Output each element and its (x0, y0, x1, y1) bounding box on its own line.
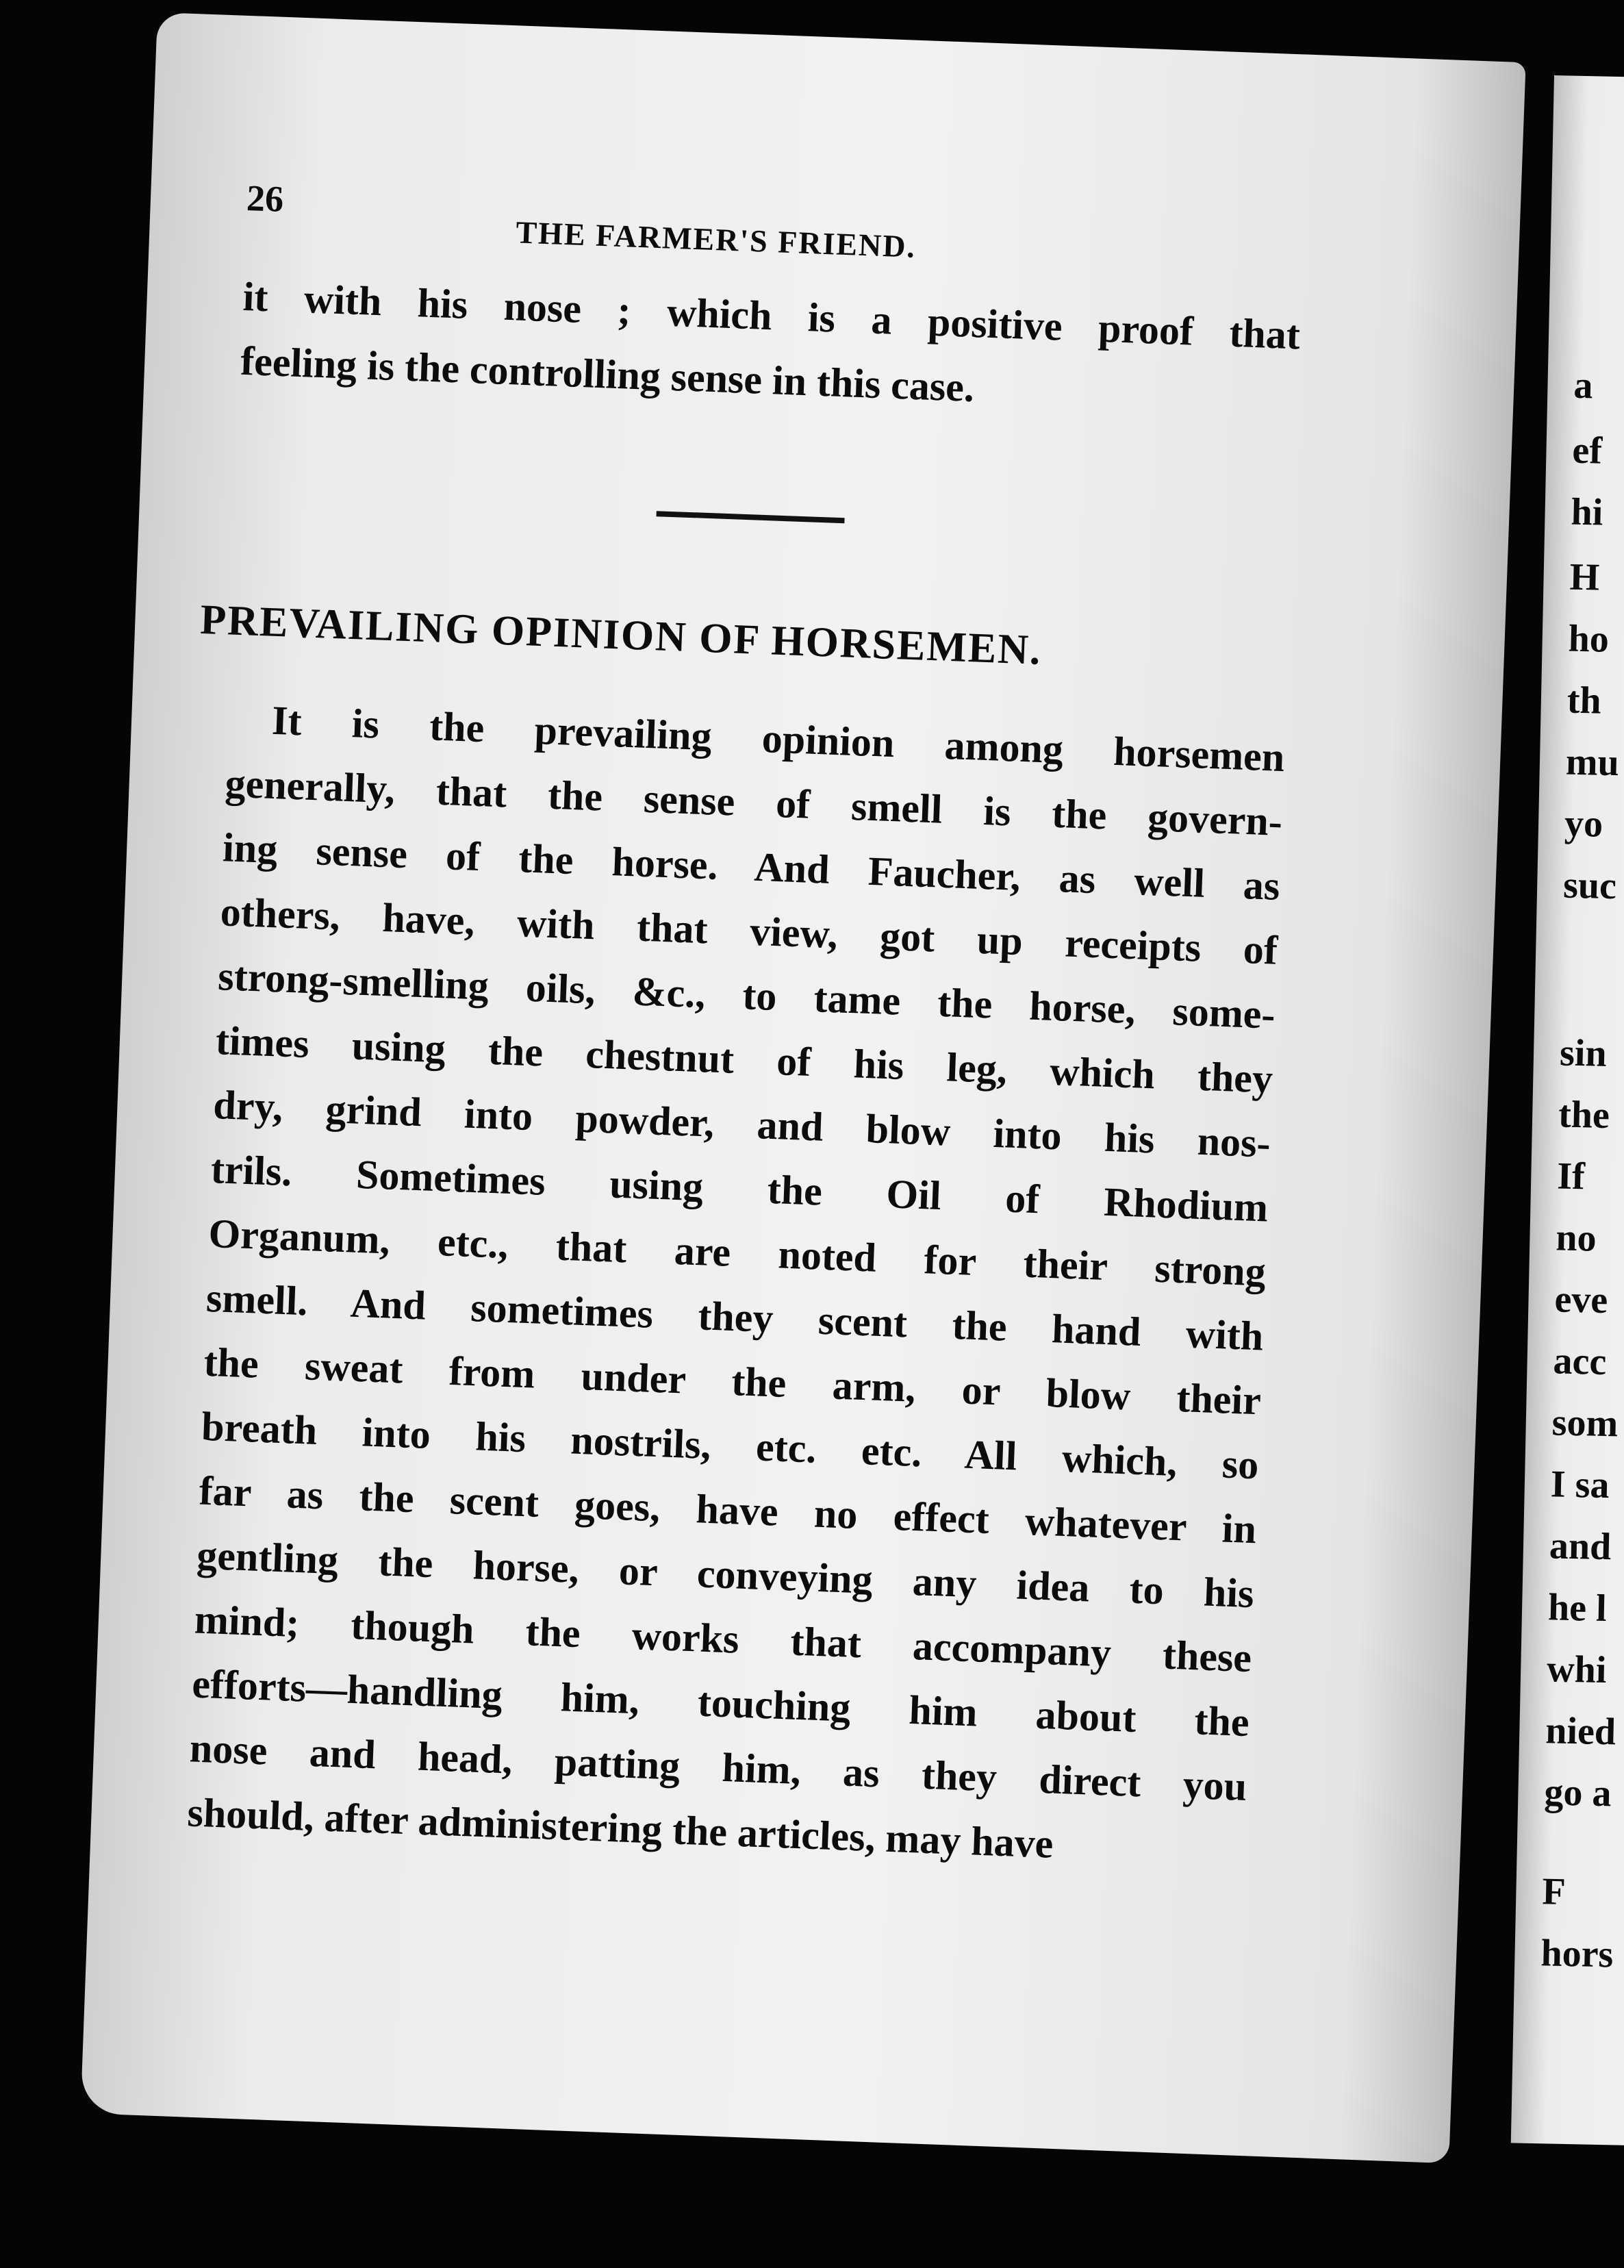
facing-page-edge (1511, 75, 1624, 2145)
text-line: breath into his nostrils, etc. etc. All which, so (201, 1403, 1260, 1488)
text-line: ing sense of the horse. And Faucher, as well as (222, 824, 1281, 909)
facing-fragment: yo (1564, 802, 1603, 846)
facing-fragment: a (1573, 364, 1594, 407)
text-line: others, have, with that view, got up receipts of (219, 889, 1279, 973)
facing-fragment: whi (1546, 1648, 1608, 1692)
text-line: gentling the horse, or conveying any idea to his (196, 1532, 1255, 1617)
text-line: generally, that the sense of smell is the govern- (224, 760, 1283, 844)
text-line: It is the prevailing opinion among horsemen (271, 697, 1286, 781)
text-line: smell. And sometimes they scent the hand with (205, 1274, 1265, 1359)
facing-fragment: no (1555, 1216, 1597, 1260)
page-content (186, 177, 1304, 1883)
facing-fragment: acc (1553, 1339, 1608, 1384)
section-divider (657, 511, 845, 523)
text-line: nose and head, patting him, as they direct you (188, 1725, 1248, 1810)
facing-fragment: som (1551, 1401, 1619, 1446)
facing-fragment: suc (1562, 864, 1617, 908)
page-number: 26 (246, 177, 285, 220)
left-page (81, 12, 1526, 2163)
facing-fragment: nied (1545, 1709, 1616, 1754)
text-line: should, after administering the articles, may have (186, 1789, 1054, 1867)
intro-paragraph (240, 264, 1302, 431)
running-head (245, 177, 1304, 277)
text-line: the sweat from under the arm, or blow their (203, 1339, 1262, 1424)
section-heading: PREVAILING OPINION OF HORSEMEN. (199, 596, 1043, 674)
facing-fragment: he l (1547, 1586, 1608, 1630)
facing-fragment: and (1549, 1524, 1612, 1569)
text-line: Organum, etc., that are noted for their strong (207, 1210, 1267, 1295)
text-line: feeling is the controlling sense in this case. (240, 338, 976, 411)
text-line: mind; though the works that accompany these (193, 1596, 1253, 1681)
body-paragraph (186, 686, 1286, 1882)
facing-fragment: F (1541, 1870, 1566, 1913)
facing-fragment: hi (1571, 490, 1603, 534)
facing-fragment: I sa (1550, 1463, 1610, 1507)
facing-fragment: th (1566, 679, 1602, 722)
facing-fragment: hors (1540, 1932, 1614, 1976)
text-line: strong-smelling oils, &c., to tame the horse, some- (217, 953, 1276, 1037)
facing-fragment: sin (1559, 1031, 1608, 1075)
running-title: THE FARMER'S FRIEND. (515, 214, 917, 264)
text-line: trils. Sometimes using the Oil of Rhodium (210, 1146, 1269, 1231)
facing-fragment: mu (1565, 740, 1620, 785)
facing-fragment: eve (1553, 1278, 1608, 1322)
text-line: efforts—handling him, touching him about the (191, 1661, 1250, 1746)
text-line: times using the chestnut of his leg, which they (214, 1018, 1274, 1102)
facing-fragment: go a (1543, 1771, 1612, 1815)
text-line: dry, grind into powder, and blow into his nos- (212, 1082, 1271, 1166)
facing-fragment: ef (1571, 429, 1603, 473)
text-line: it with his nose ; which is a positive proof that (242, 273, 1302, 358)
text-line: far as the scent goes, have no effect whatever in (198, 1467, 1258, 1552)
facing-fragment: the (1558, 1093, 1610, 1137)
facing-fragment: If (1556, 1155, 1586, 1198)
facing-fragment: H (1569, 555, 1600, 599)
facing-fragment: ho (1568, 617, 1610, 661)
